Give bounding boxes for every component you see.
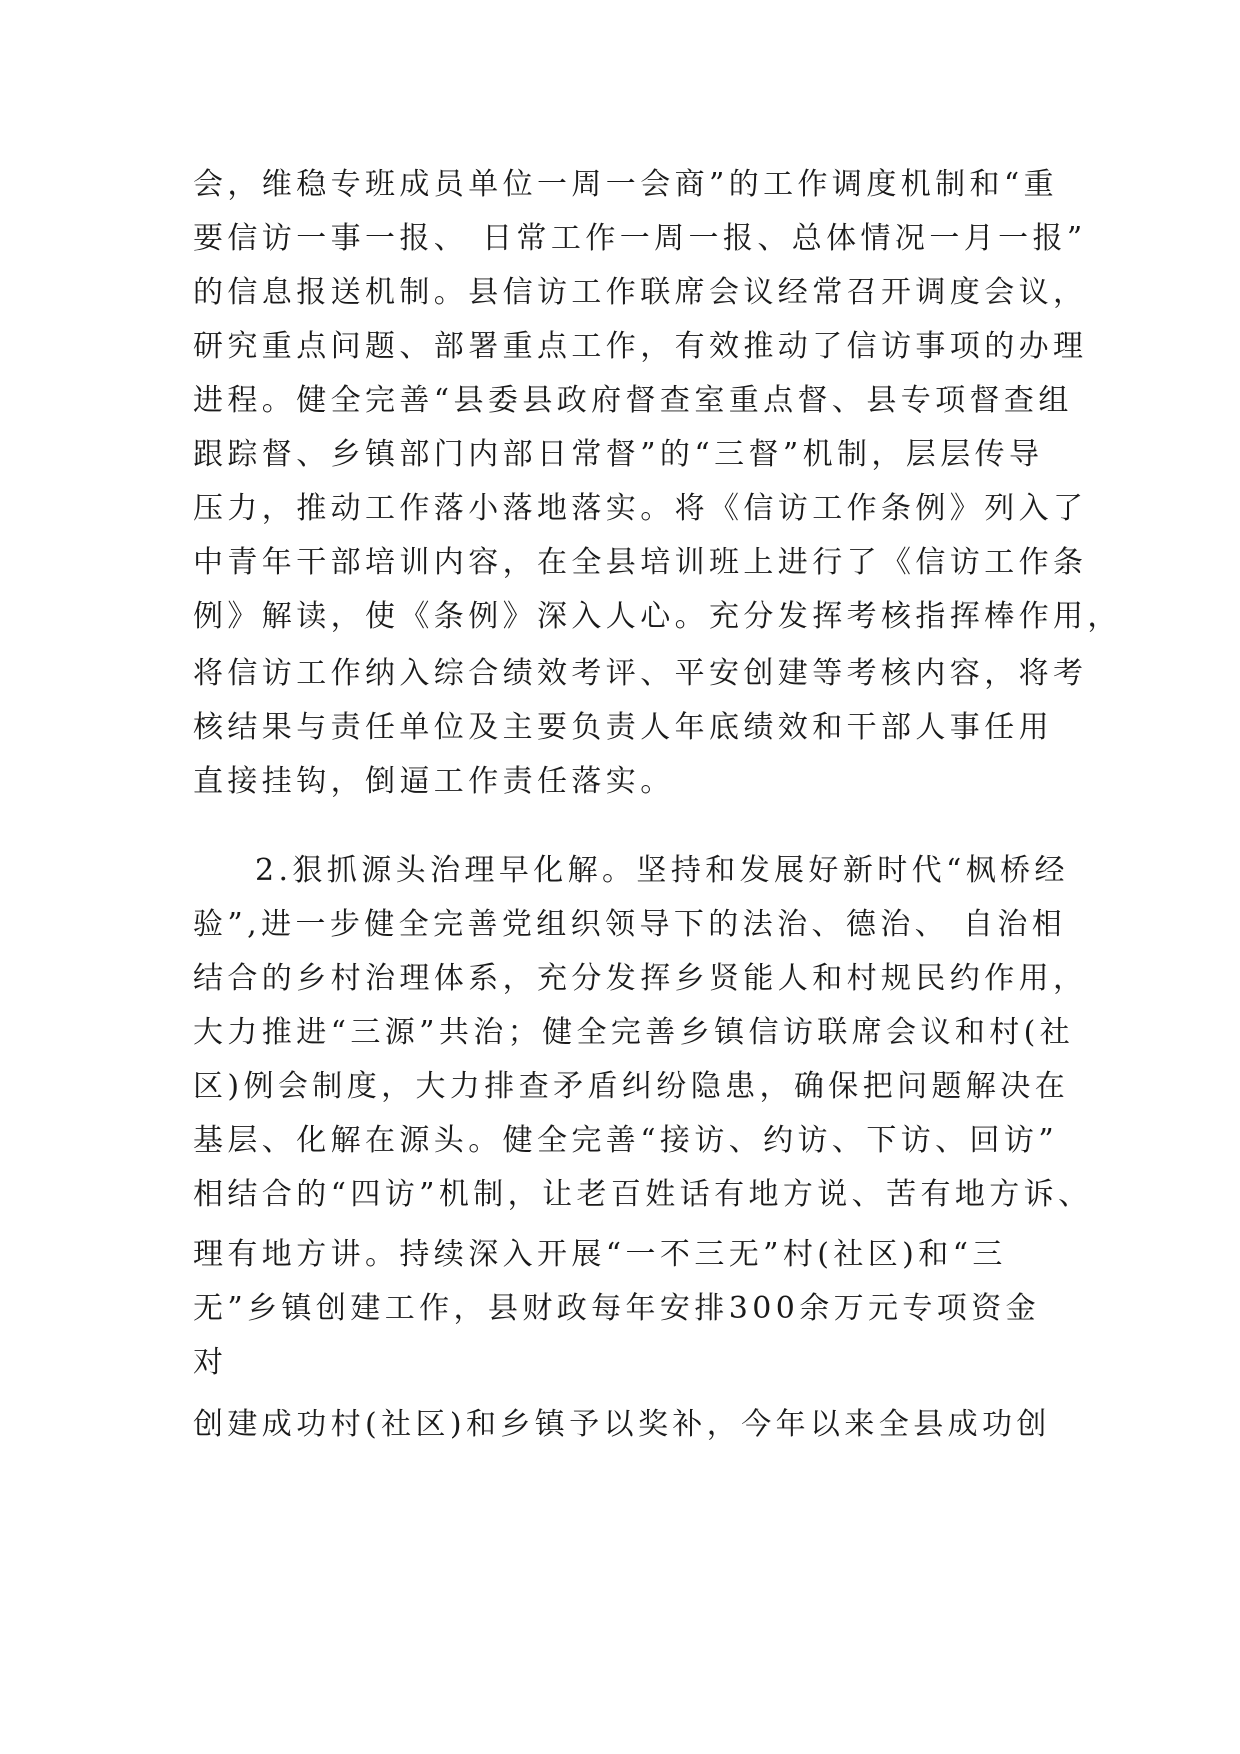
paragraph-line: 核结果与责任单位及主要负责人年底绩效和干部人事任用 bbox=[193, 710, 1053, 745]
paragraph-line: 的信息报送机制。县信访工作联席会议经常召开调度会议， bbox=[193, 275, 1088, 310]
paragraph-line: 研究重点问题、部署重点工作，有效推动了信访事项的办理 bbox=[193, 329, 1088, 364]
paragraph-line: 相结合的“四访”机制，让老百姓话有地方说、苦有地方诉、 bbox=[193, 1177, 1093, 1212]
paragraph-line: 结合的乡村治理体系，充分发挥乡贤能人和村规民约作用， bbox=[193, 961, 1088, 996]
paragraph-line: 将信访工作纳入综合绩效考评、平安创建等考核内容，将考 bbox=[193, 656, 1088, 691]
paragraph-line: 会，维稳专班成员单位一周一会商”的工作调度机制和“重 bbox=[193, 167, 1059, 202]
paragraph-line: 要信访一事一报、 日常工作一周一报、总体情况一月一报” bbox=[193, 221, 1087, 256]
paragraph-line: 直接挂钩，倒逼工作责任落实。 bbox=[193, 764, 675, 799]
paragraph-line: 创建成功村(社区)和乡镇予以奖补，今年以来全县成功创 bbox=[193, 1407, 1051, 1442]
paragraph-line: 跟踪督、乡镇部门内部日常督”的“三督”机制，层层传导 bbox=[193, 437, 1044, 472]
paragraph-line: 无”乡镇创建工作，县财政每年安排300余万元专项资金 bbox=[193, 1291, 1040, 1326]
paragraph-line: 中青年干部培训内容，在全县培训班上进行了《信访工作条 bbox=[193, 545, 1088, 580]
paragraph-line: 例》解读，使《条例》深入人心。充分发挥考核指挥棒作用， bbox=[193, 599, 1122, 634]
paragraph-line: 对 bbox=[193, 1345, 228, 1380]
paragraph-line: 验”,进一步健全完善党组织领导下的法治、德治、 自治相 bbox=[193, 907, 1067, 942]
paragraph-line: 进程。健全完善“县委县政府督查室重点督、县专项督查组 bbox=[193, 383, 1073, 418]
paragraph-line: 基层、化解在源头。健全完善“接访、约访、下访、回访” bbox=[193, 1123, 1059, 1158]
paragraph-line: 大力推进“三源”共治；健全完善乡镇信访联席会议和村(社 bbox=[193, 1015, 1075, 1050]
paragraph-line: 2.狠抓源头治理早化解。坚持和发展好新时代“枫桥经 bbox=[255, 853, 1069, 888]
paragraph-line: 理有地方讲。持续深入开展“一不三无”村(社区)和“三 bbox=[193, 1237, 1007, 1272]
paragraph-line: 区)例会制度，大力排查矛盾纠纷隐患，确保把问题解决在 bbox=[193, 1069, 1070, 1104]
paragraph-line: 压力，推动工作落小落地落实。将《信访工作条例》列入了 bbox=[193, 491, 1088, 526]
